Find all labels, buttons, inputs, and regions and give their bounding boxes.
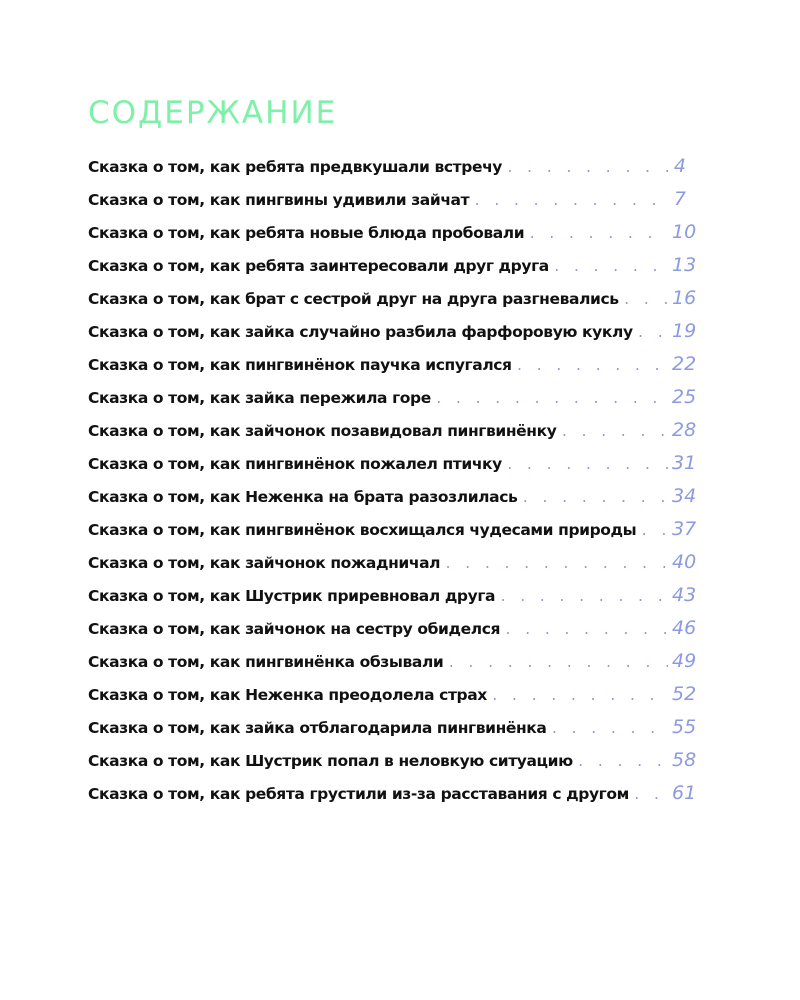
dot-leader [528, 227, 668, 242]
toc-entry-page-number: 16 [672, 287, 697, 309]
toc-entry[interactable] [88, 782, 697, 815]
toc-entry[interactable] [88, 485, 697, 518]
toc-entry-title: Сказка о том, как ребята новые блюда пробовали [88, 224, 525, 242]
toc-entry-page-number: 13 [672, 254, 697, 276]
toc-entry-title: Сказка о том, как пингвинёнка обзывали [88, 653, 444, 671]
toc-entry-title: Сказка о том, как Шустрик приревновал друга [88, 587, 496, 605]
dot-leader [550, 722, 668, 737]
dot-leader [473, 194, 668, 209]
toc-entry-page-number: 25 [672, 386, 697, 408]
dot-leader [506, 458, 668, 473]
toc-entry-page-number: 7 [673, 188, 686, 210]
dot-leader [491, 689, 668, 704]
toc-entry[interactable] [88, 188, 686, 221]
toc-entry-title: Сказка о том, как Шустрик попал в неловкую ситуацию [88, 752, 573, 770]
dot-leader [560, 425, 668, 440]
toc-entry-page-number: 37 [672, 518, 697, 540]
toc-entry-page-number: 22 [672, 353, 697, 375]
toc-entry[interactable] [88, 551, 697, 584]
toc-entry-title: Сказка о том, как пингвинёнок пожалел птичку [88, 455, 502, 473]
toc-entry-page-number: 49 [672, 650, 697, 672]
toc-entry[interactable] [88, 353, 697, 386]
toc-entry-page-number: 31 [672, 452, 697, 474]
toc-entry[interactable] [88, 287, 697, 320]
toc-entry-page-number: 4 [673, 155, 686, 177]
dot-leader [499, 590, 668, 605]
dot-leader [444, 557, 668, 572]
toc-entry-page-number: 34 [672, 485, 697, 507]
toc-entry[interactable] [88, 419, 697, 452]
page-title: СОДЕРЖАНИЕ [88, 95, 338, 131]
toc-entry-page-number: 46 [672, 617, 697, 639]
dot-leader [506, 161, 668, 176]
toc-entry[interactable] [88, 716, 697, 749]
toc-entry-page-number: 10 [672, 221, 697, 243]
toc-entry[interactable] [88, 683, 697, 716]
dot-leader [577, 755, 668, 770]
dot-leader [447, 656, 668, 671]
toc-entry[interactable] [88, 254, 697, 287]
dot-leader [516, 359, 668, 374]
toc-entry-title: Сказка о том, как Неженка на брата разозлилась [88, 488, 518, 506]
toc-entry[interactable] [88, 452, 697, 485]
toc-entry[interactable] [88, 749, 697, 782]
toc-entry-page-number: 28 [672, 419, 697, 441]
toc-entry[interactable] [88, 386, 697, 419]
toc-entry-title: Сказка о том, как зайка отблагодарила пингвинёнка [88, 719, 547, 737]
toc-entry-page-number: 43 [672, 584, 697, 606]
toc-entry[interactable] [88, 650, 697, 683]
toc-entry[interactable] [88, 584, 697, 617]
dot-leader [640, 524, 668, 539]
toc-entry-title: Сказка о том, как зайка случайно разбила фарфоровую куклу [88, 323, 633, 341]
toc-entry-title: Сказка о том, как пингвины удивили зайчат [88, 191, 470, 209]
toc-entry[interactable] [88, 221, 697, 254]
toc-entry[interactable] [88, 155, 686, 188]
toc-entry-page-number: 19 [672, 320, 697, 342]
toc-entry-title: Сказка о том, как зайка пережила горе [88, 389, 431, 407]
toc-entry-title: Сказка о том, как ребята грустили из-за расставания с другом [88, 785, 629, 803]
dot-leader [435, 392, 668, 407]
toc-entry-page-number: 55 [672, 716, 697, 738]
toc-entry-title: Сказка о том, как Неженка преодолела страх [88, 686, 487, 704]
dot-leader [637, 326, 668, 341]
toc-entry-title: Сказка о том, как брат с сестрой друг на друга разгневались [88, 290, 619, 308]
toc-entry-page-number: 61 [672, 782, 697, 804]
toc-entry-title: Сказка о том, как ребята предвкушали встречу [88, 158, 503, 176]
dot-leader [633, 788, 668, 803]
toc-entry-page-number: 40 [672, 551, 697, 573]
toc-entry-page-number: 58 [672, 749, 697, 771]
dot-leader [521, 491, 668, 506]
toc-entry-page-number: 52 [672, 683, 697, 705]
toc-entry-title: Сказка о том, как зайчонок на сестру обиделся [88, 620, 501, 638]
toc-entry[interactable] [88, 320, 697, 353]
toc-entry-title: Сказка о том, как ребята заинтересовали друг друга [88, 257, 549, 275]
toc-entry-title: Сказка о том, как зайчонок позавидовал пингвинёнку [88, 422, 557, 440]
table-of-contents [88, 155, 697, 815]
toc-entry-title: Сказка о том, как пингвинёнок восхищался чудесами природы [88, 521, 637, 539]
toc-entry-title: Сказка о том, как зайчонок пожадничал [88, 554, 441, 572]
dot-leader [504, 623, 668, 638]
toc-entry-title: Сказка о том, как пингвинёнок паучка испугался [88, 356, 512, 374]
toc-entry[interactable] [88, 518, 697, 551]
toc-entry[interactable] [88, 617, 697, 650]
dot-leader [553, 260, 668, 275]
dot-leader [623, 293, 668, 308]
